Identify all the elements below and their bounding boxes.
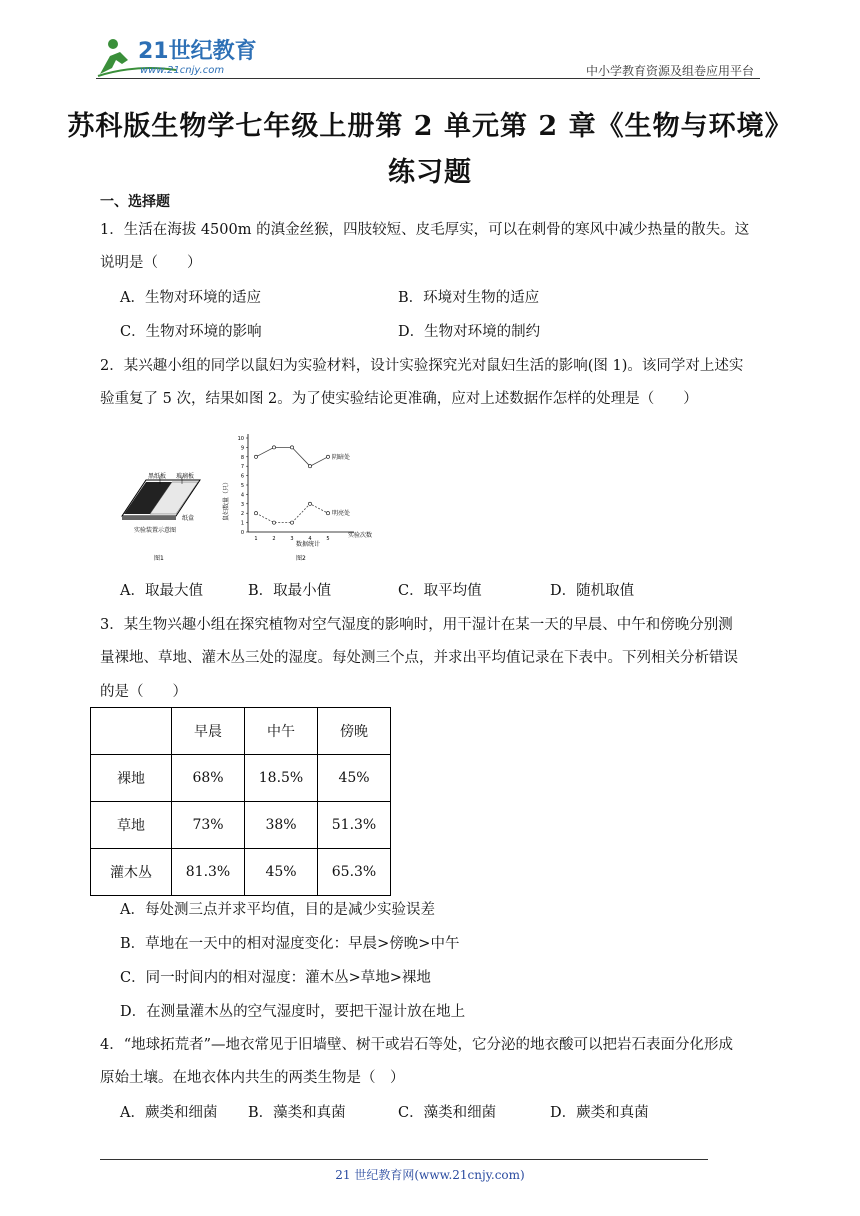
label-glass-board: 玻璃板 [176, 473, 195, 480]
chart-y-tick-label: 9 [240, 445, 244, 452]
chart-point [308, 502, 311, 505]
chart-y-tick-label: 1 [240, 520, 244, 527]
q4-option-a: A．蕨类和细菌 [120, 1105, 218, 1121]
chart-y-tick-label: 10 [237, 436, 244, 442]
header-tagline: 中小学教育资源及组卷应用平台 [585, 64, 754, 78]
footer-text: 21 世纪教育网(www.21cnjy.com) [335, 1168, 525, 1182]
table-cell: 81.3% [172, 849, 245, 896]
question-2-text: 2．某兴趣小组的同学以鼠妇为实验材料，设计实验探究光对鼠妇生活的影响(图 1)。该同学对上述实 [100, 358, 744, 374]
q1-option-a: A．生物对环境的适应 [120, 290, 261, 306]
q1-option-c: C．生物对环境的影响 [120, 324, 262, 340]
q3-option-a: A．每处测三点并求平均值，目的是减少实验误差 [120, 902, 435, 918]
section-heading: 一、选择题 [100, 194, 170, 210]
label-black-board: 黑纸板 [148, 473, 167, 480]
table-cell: 傍晚 [318, 708, 391, 755]
chart-x-tick-label: 3 [290, 536, 294, 542]
table-cell: 草地 [91, 802, 172, 849]
chart-point [272, 521, 275, 524]
chart-point [254, 455, 257, 458]
table-cell: 中午 [245, 708, 318, 755]
chart-y-tick-label: 3 [240, 501, 244, 508]
chart-x-tick-label: 5 [326, 536, 330, 542]
question-2-text-2: 验重复了 5 次，结果如图 2。为了使实验结论更准确，应对上述数据作怎样的处理是（ ） [100, 391, 698, 407]
table-cell: 51.3% [318, 802, 391, 849]
q4-option-c: C．藻类和细菌 [398, 1105, 497, 1121]
chart-y-tick-label: 8 [240, 454, 244, 461]
question-1-text-2: 说明是（ ） [100, 255, 202, 271]
table-cell: 73% [172, 802, 245, 849]
q4-option-b: B．藻类和真菌 [248, 1105, 346, 1121]
table-cell: 45% [245, 849, 318, 896]
table-cell: 裸地 [91, 755, 172, 802]
q2-option-c: C．取平均值 [398, 583, 482, 599]
table-row [91, 849, 391, 896]
table-header-row [91, 708, 391, 755]
chart-x-tick-label: 4 [308, 536, 312, 542]
humidity-table [90, 707, 391, 896]
q3-option-d: D．在测量灌木丛的空气湿度时，要把干湿计放在地上 [120, 1004, 466, 1020]
logo-url: www.21cnjy.com [140, 65, 225, 76]
q1-option-d: D．生物对环境的制约 [398, 324, 541, 340]
chart-y-tick-label: 7 [240, 464, 244, 471]
chart-point [326, 455, 329, 458]
chart-series-line [256, 504, 328, 523]
page-title-line2: 练习题 [388, 157, 472, 188]
chart-y-tick-label: 2 [240, 511, 244, 518]
chart-point [290, 446, 293, 449]
q3-option-b: B．草地在一天中的相对湿度变化：早晨>傍晚>中午 [120, 936, 460, 952]
page-header [96, 34, 760, 80]
table-cell: 早晨 [172, 708, 245, 755]
experiment-figure [120, 428, 390, 568]
table-cell: 18.5% [245, 755, 318, 802]
logo [96, 34, 266, 78]
table-row [91, 802, 391, 849]
logo-text: 21世纪教育 [138, 39, 257, 64]
q2-option-b: B．取最小值 [248, 583, 332, 599]
chart-series-label: 明亮处 [332, 510, 351, 518]
q1-option-b: B．环境对生物的适应 [398, 290, 540, 306]
label-paper-box: 纸盒 [182, 515, 195, 522]
chart-ylabel: 鼠妇数量（只） [223, 478, 230, 522]
chart-y-tick-label: 0 [240, 530, 244, 536]
question-1-text: 1．生活在海拔 4500m 的滇金丝猴，四肢较短、皮毛厚实，可以在刺骨的寒风中减少热量的散失。这 [100, 222, 750, 238]
figure-1-caption: 图1 [154, 555, 164, 562]
figure-2-caption: 图2 [296, 555, 306, 562]
page-title: 苏科版生物学七年级上册第 2 单元第 2 章《生物与环境》 [67, 111, 793, 142]
table-cell: 38% [245, 802, 318, 849]
chart-x-tick-label: 1 [254, 536, 258, 542]
chart-x-axis-label: 实验次数 [348, 532, 373, 539]
figure-1-apparatus [122, 472, 200, 562]
table-cell: 灌木丛 [91, 849, 172, 896]
figure-2-chart [222, 434, 372, 562]
chart-x-tick-label: 2 [272, 536, 276, 542]
question-3-text: 3．某生物兴趣小组在探究植物对空气湿度的影响时，用干湿计在某一天的早晨、中午和傍晚分别测 [100, 617, 733, 633]
chart-point [326, 512, 329, 515]
footer-divider [100, 1159, 708, 1160]
chart-point [290, 521, 293, 524]
chart-point [254, 512, 257, 515]
question-3-text-2: 量裸地、草地、灌木丛三处的湿度。每处测三个点，并求出平均值记录在下表中。下列相关分析错误 [100, 650, 738, 666]
label-apparatus: 实验装置示意图 [134, 527, 177, 534]
table-cell [91, 708, 172, 755]
chart-y-tick-label: 4 [240, 492, 244, 499]
chart-xlabel: 数据统计 [296, 541, 321, 548]
chart-series-line [256, 447, 328, 466]
question-4-text: 4．“地球拓荒者”—地衣常见于旧墙壁、树干或岩石等处，它分泌的地衣酸可以把岩石表面分化形成 [100, 1037, 734, 1053]
q2-option-a: A．取最大值 [120, 583, 203, 599]
table-cell: 68% [172, 755, 245, 802]
q4-option-d: D．蕨类和真菌 [550, 1105, 649, 1121]
table-cell: 65.3% [318, 849, 391, 896]
header-divider [96, 78, 760, 79]
chart-point [308, 465, 311, 468]
table-cell: 45% [318, 755, 391, 802]
chart-point [272, 446, 275, 449]
question-3-text-3: 的是（ ） [100, 684, 187, 700]
chart-y-tick-label: 5 [240, 483, 244, 489]
chart-y-tick-label: 6 [240, 473, 244, 480]
question-4-text-2: 原始土壤。在地衣体内共生的两类生物是（ ） [100, 1070, 405, 1086]
chart-series-label: 阴暗处 [332, 453, 351, 461]
q3-option-c: C．同一时间内的相对湿度：灌木丛>草地>裸地 [120, 970, 431, 986]
q2-option-d: D．随机取值 [550, 583, 635, 599]
table-row [91, 755, 391, 802]
